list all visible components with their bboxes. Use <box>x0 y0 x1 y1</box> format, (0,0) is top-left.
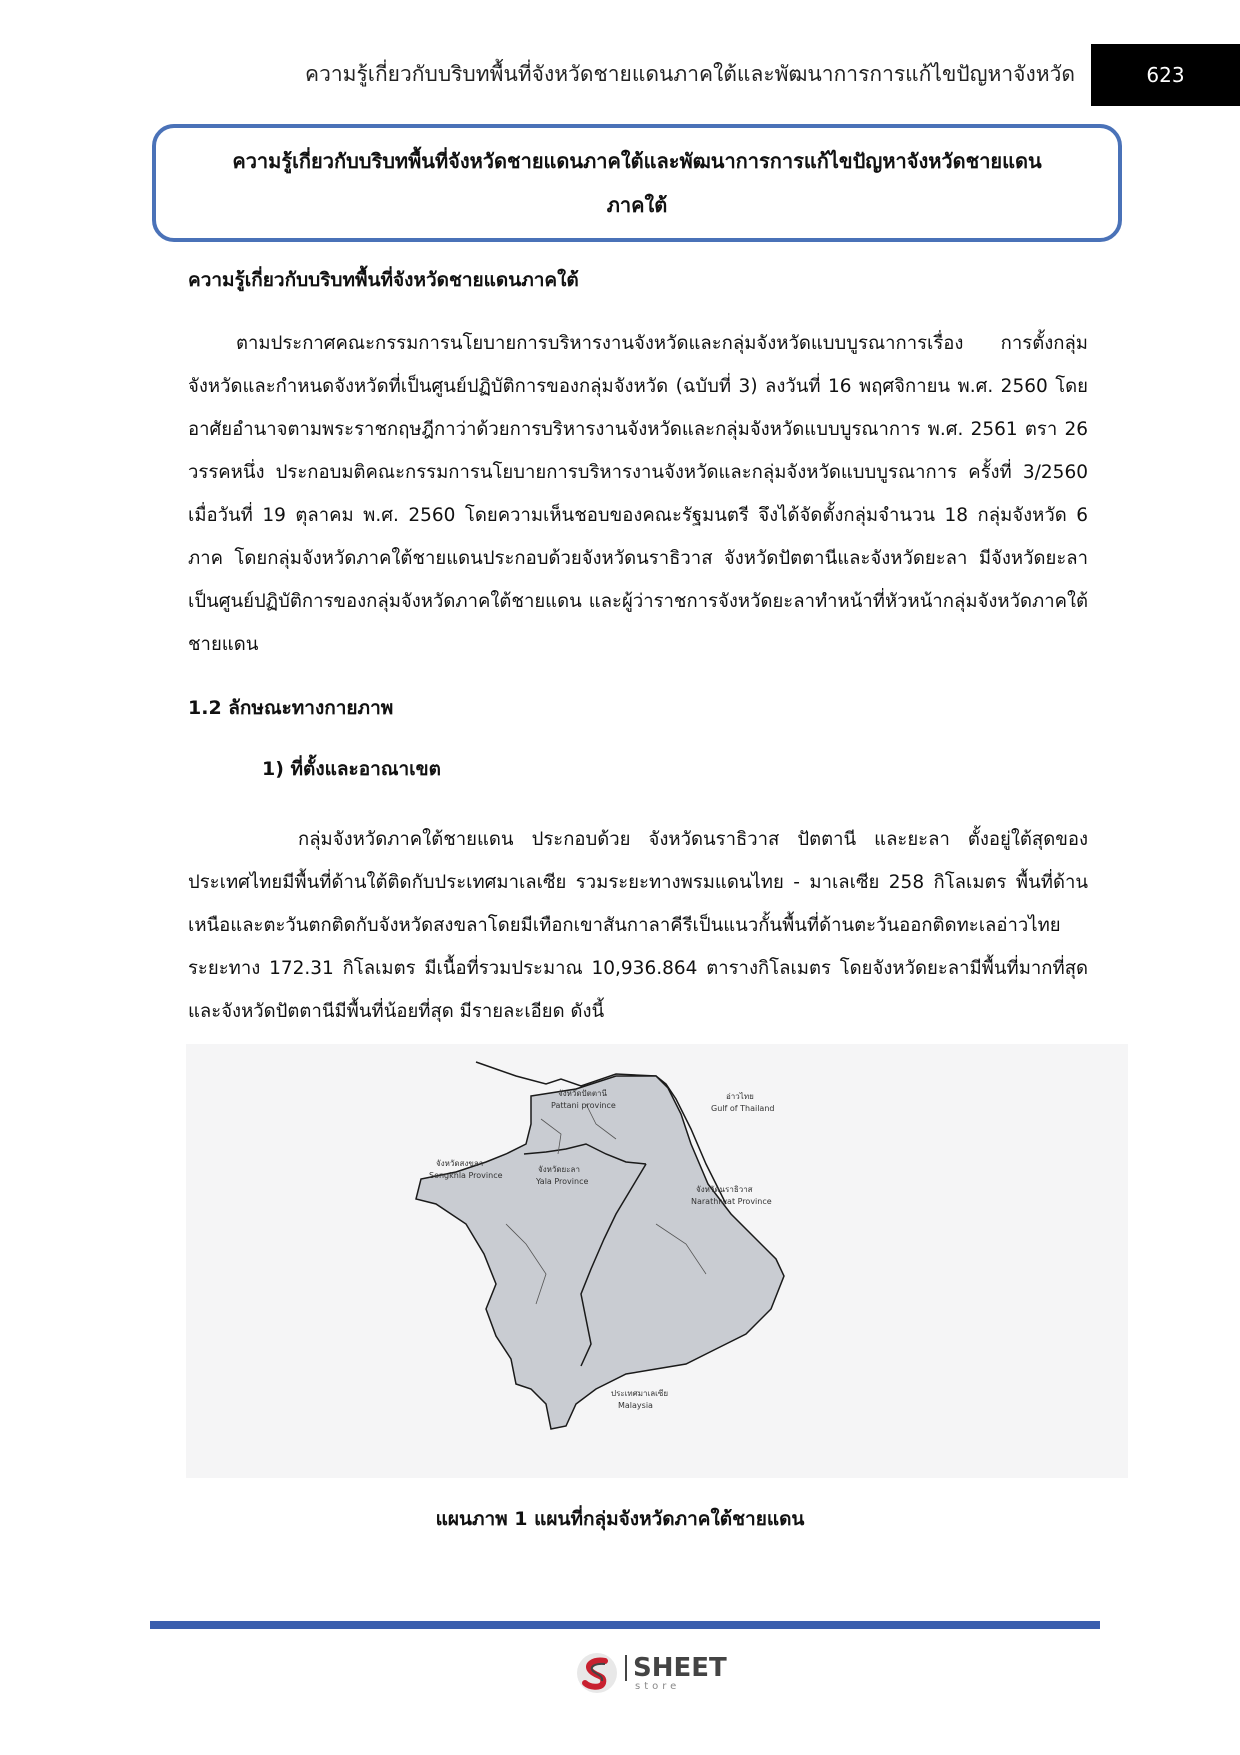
subheading-physical: 1.2 ลักษณะทางกายภาพ <box>188 697 394 719</box>
footer-logo <box>575 1648 745 1698</box>
page-number: 623 <box>1091 44 1240 106</box>
region-outline <box>416 1076 784 1429</box>
section-heading: ความรู้เกี่ยวกับบริบทพื้นที่จังหวัดชายแดนภาคใต้ <box>188 269 579 291</box>
map-svg <box>186 1044 1128 1478</box>
label-pattani-th: จังหวัดปัตตานี <box>558 1089 607 1098</box>
running-header: ความรู้เกี่ยวกับบริบทพื้นที่จังหวัดชายแดนภาคใต้และพัฒนาการการแก้ไขปัญหาจังหวัด <box>305 62 1075 86</box>
footer-rule <box>150 1621 1100 1629</box>
logo-text: SHEET <box>625 1655 727 1681</box>
title-line-1: ความรู้เกี่ยวกับบริบทพื้นที่จังหวัดชายแดนภาคใต้และพัฒนาการการแก้ไขปัญหาจังหวัดชายแดน <box>232 149 1042 173</box>
title-line-2: ภาคใต้ <box>606 193 668 217</box>
label-songkhla-en: Songkhla Province <box>429 1171 503 1180</box>
label-gulf-en: Gulf of Thailand <box>711 1104 775 1113</box>
label-malaysia-en: Malaysia <box>618 1401 653 1410</box>
label-narathiwat-en: Narathiwat Province <box>691 1197 772 1206</box>
label-narathiwat-th: จังหวัดนราธิวาส <box>696 1185 753 1194</box>
map-figure <box>186 1044 1128 1478</box>
label-yala-en: Yala Province <box>536 1177 589 1186</box>
label-malaysia-th: ประเทศมาเลเซีย <box>611 1389 669 1398</box>
subheading-location: 1) ที่ตั้งและอาณาเขต <box>262 758 441 780</box>
sheet-store-logo-icon <box>575 1651 619 1695</box>
label-songkhla-th: จังหวัดสงขลา <box>436 1159 484 1168</box>
figure-caption: แผนภาพ 1 แผนที่กลุ่มจังหวัดภาคใต้ชายแดน <box>435 1508 805 1530</box>
label-yala-th: จังหวัดยะลา <box>538 1165 580 1174</box>
label-gulf-th: อ่าวไทย <box>726 1092 754 1101</box>
label-pattani-en: Pattani province <box>551 1101 616 1110</box>
title-box <box>152 124 1122 242</box>
body-paragraph-1: ตามประกาศคณะกรรมการนโยบายการบริหารงานจังหวัดและกลุ่มจังหวัดแบบบูรณาการเรื่อง การตั้งกลุ่มจังหวัดและกำหนดจังหวัดที่เป็นศูนย์ปฏิบัติการของกลุ่มจังหวัด (ฉบับที่ 3) ลงวันที่ 16 พฤศจิกายน พ.ศ. 2560 โดยอาศัยอำนาจตามพระราชกฤษฎีกาว่าด้วยการบริหารงานจังหวัดและกลุ่มจังหวัดแบบบูรณาการ พ.ศ. 2561 ตรา 26 วรรคหนึ่ง ประกอบมติคณะกรรมการนโยบายการบริหารงานจังหวัดและกลุ่มจังหวัดแบบบูรณาการ ครั้งที่ 3/2560 เมื่อวันที่ 19 ตุลาคม พ.ศ. 2560 โดยความเห็นชอบของคณะรัฐมนตรี จึงได้จัดตั้งกลุ่มจำนวน 18 กลุ่มจังหวัด 6 ภาค โดยกลุ่มจังหวัดภาคใต้ชายแดนประกอบด้วยจังหวัดนราธิวาส จังหวัดปัตตานีและจังหวัดยะลา มีจังหวัดยะลาเป็นศูนย์ปฏิบัติการของกลุ่มจังหวัดภาคใต้ชายแดน และผู้ว่าราชการจังหวัดยะลาทำหน้าที่หัวหน้ากลุ่มจังหวัดภาคใต้ชายแดน <box>188 333 1088 655</box>
body-paragraph-2: กลุ่มจังหวัดภาคใต้ชายแดน ประกอบด้วย จังหวัดนราธิวาส ปัตตานี และยะลา ตั้งอยู่ใต้สุดของประเทศไทยมีพื้นที่ด้านใต้ติดกับประเทศมาเลเซีย รวมระยะทางพรมแดนไทย - มาเลเซีย 258 กิโลเมตร พื้นที่ด้านเหนือและตะวันตกติดกับจังหวัดสงขลาโดยมีเทือกเขาสันกาลาคีรีเป็นแนวกั้นพื้นที่ด้านตะวันออกติดทะเลอ่าวไทยระยะทาง 172.31 กิโลเมตร มีเนื้อที่รวมประมาณ 10,936.864 ตารางกิโลเมตร โดยจังหวัดยะลามีพื้นที่มากที่สุด และจังหวัดปัตตานีมีพื้นที่น้อยที่สุด มีรายละเอียด ดังนี้ <box>188 829 1088 1022</box>
logo-subtext: store <box>635 1680 681 1692</box>
